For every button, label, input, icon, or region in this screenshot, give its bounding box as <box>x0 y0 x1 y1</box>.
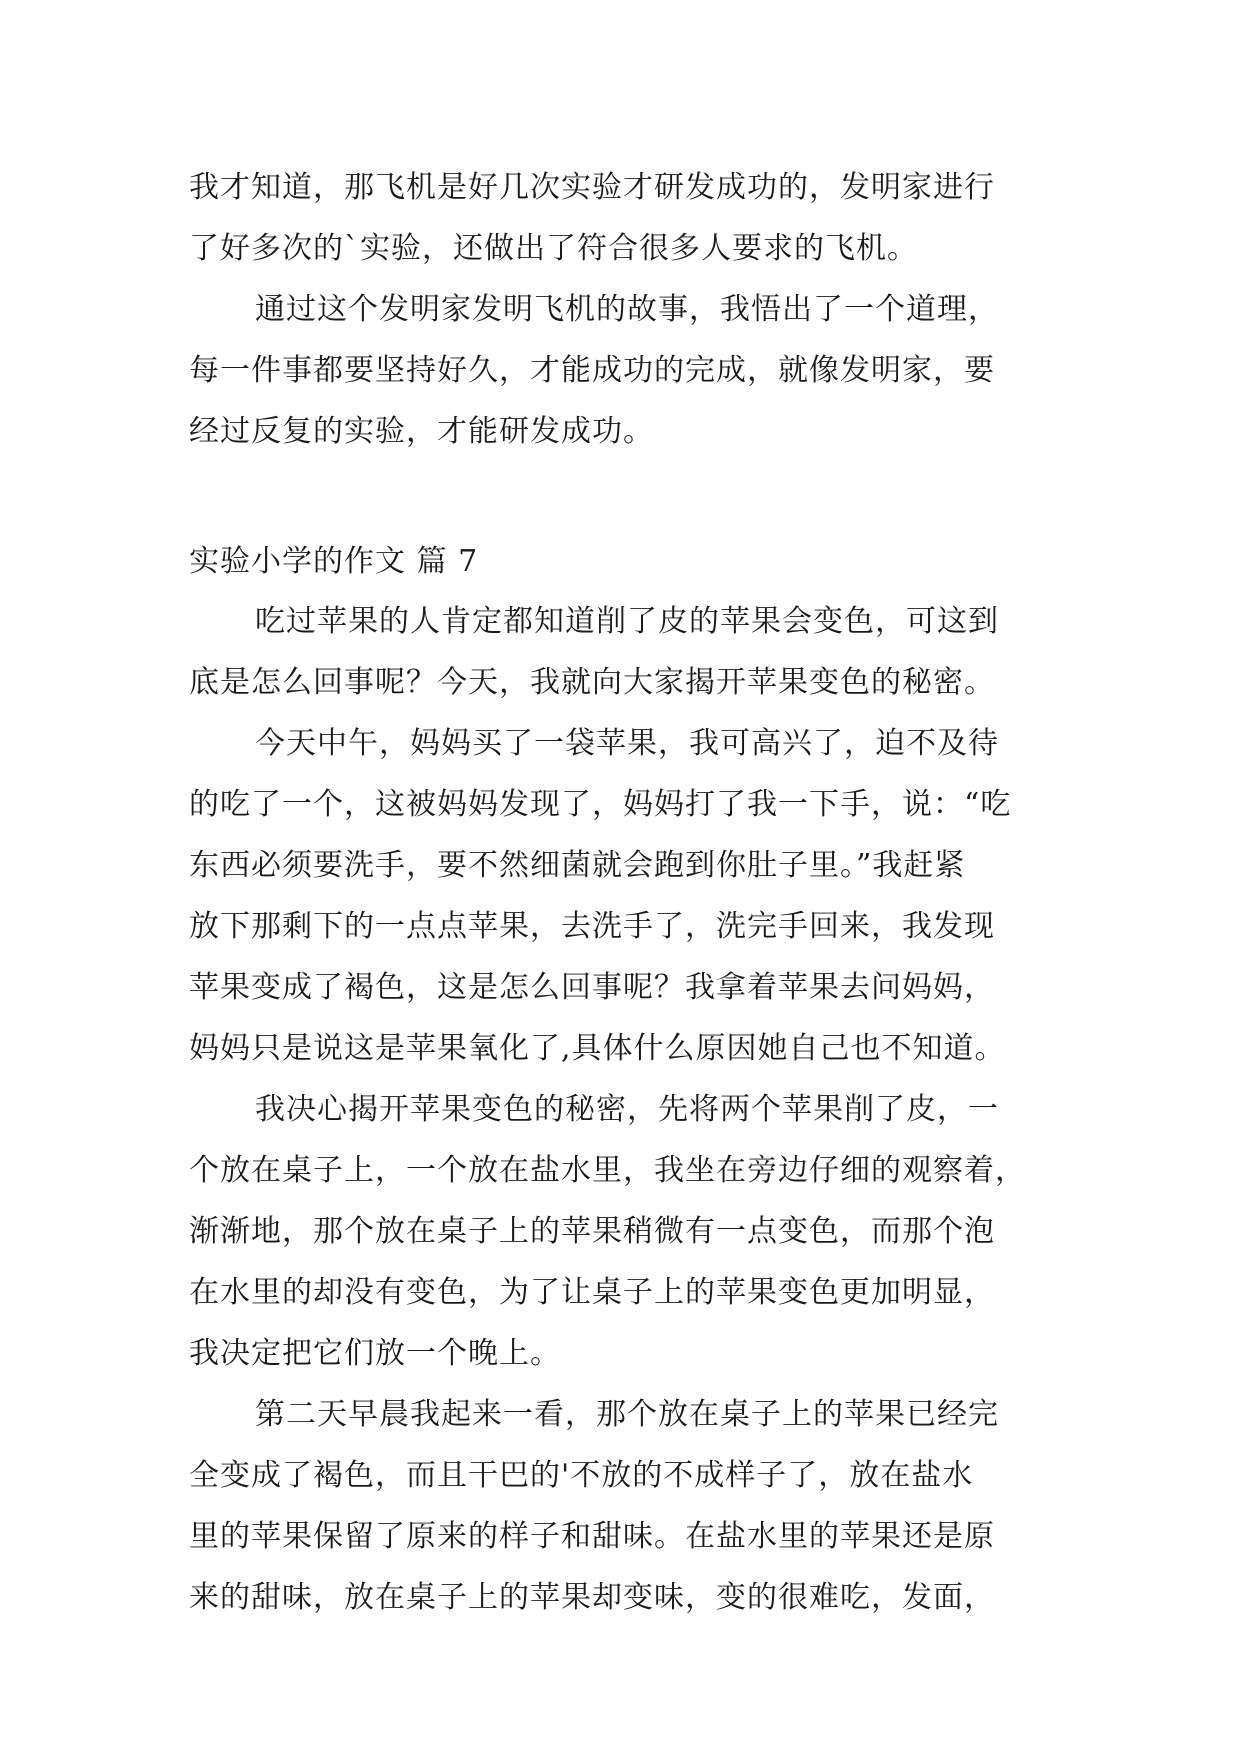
document-body <box>189 157 1069 1628</box>
paragraph-3 <box>189 1079 1069 1384</box>
text-line: 通过这个发明家发明飞机的故事，我悟出了一个道理， <box>255 292 999 327</box>
text-line: 妈妈只是说这是苹果氧化了,具体什么原因她自己也不知道。 <box>189 1031 1006 1066</box>
text-line: 里的苹果保留了原来的样子和甜味。在盐水里的苹果还是原 <box>189 1519 995 1554</box>
text-line: 我决定把它们放一个晚上。 <box>189 1336 561 1371</box>
section-title: 实验小学的作文 篇 7 <box>189 544 479 579</box>
text-line: 来的甜味，放在桌子上的苹果却变味，变的很难吃，发面， <box>189 1580 995 1615</box>
text-line: 在水里的却没有变色，为了让桌子上的苹果变色更加明显， <box>189 1275 995 1310</box>
text-line: 第二天早晨我起来一看，那个放在桌子上的苹果已经完 <box>255 1397 999 1432</box>
text-line: 今天中午，妈妈买了一袋苹果，我可高兴了，迫不及待 <box>255 726 999 761</box>
text-line: 底是怎么回事呢？今天，我就向大家揭开苹果变色的秘密。 <box>189 665 995 700</box>
text-line: 我才知道，那飞机是好几次实验才研发成功的，发明家进行 <box>189 170 995 205</box>
paragraph-conclusion <box>189 279 1069 462</box>
paragraph-previous-ending <box>189 157 1069 279</box>
paragraph-2 <box>189 713 1069 1079</box>
paragraph-4 <box>189 1384 1069 1628</box>
text-line: 苹果变成了褐色，这是怎么回事呢？我拿着苹果去问妈妈， <box>189 970 995 1005</box>
text-line: 每一件事都要坚持好久，才能成功的完成，就像发明家，要 <box>189 353 995 388</box>
text-line: 个放在桌子上，一个放在盐水里，我坐在旁边仔细的观察着， <box>189 1153 1026 1188</box>
text-line: 的吃了一个，这被妈妈发现了，妈妈打了我一下手，说：“吃 <box>189 787 1012 822</box>
text-line: 全变成了褐色，而且干巴的'不放的不成样子了，放在盐水 <box>189 1458 974 1493</box>
text-line: 吃过苹果的人肯定都知道削了皮的苹果会变色，可这到 <box>255 604 999 639</box>
section-spacer <box>189 462 1069 533</box>
paragraph-1 <box>189 591 1069 713</box>
text-line: 我决心揭开苹果变色的秘密，先将两个苹果削了皮，一 <box>255 1092 999 1127</box>
text-line: 了好多次的`实验，还做出了符合很多人要求的飞机。 <box>189 231 918 266</box>
text-line: 放下那剩下的一点点苹果，去洗手了，洗完手回来，我发现 <box>189 909 995 944</box>
text-line: 东西必须要洗手，要不然细菌就会跑到你肚子里。”我赶紧 <box>189 848 966 883</box>
text-line: 经过反复的实验，才能研发成功。 <box>189 414 654 449</box>
text-line: 渐渐地，那个放在桌子上的苹果稍微有一点变色，而那个泡 <box>189 1214 995 1249</box>
